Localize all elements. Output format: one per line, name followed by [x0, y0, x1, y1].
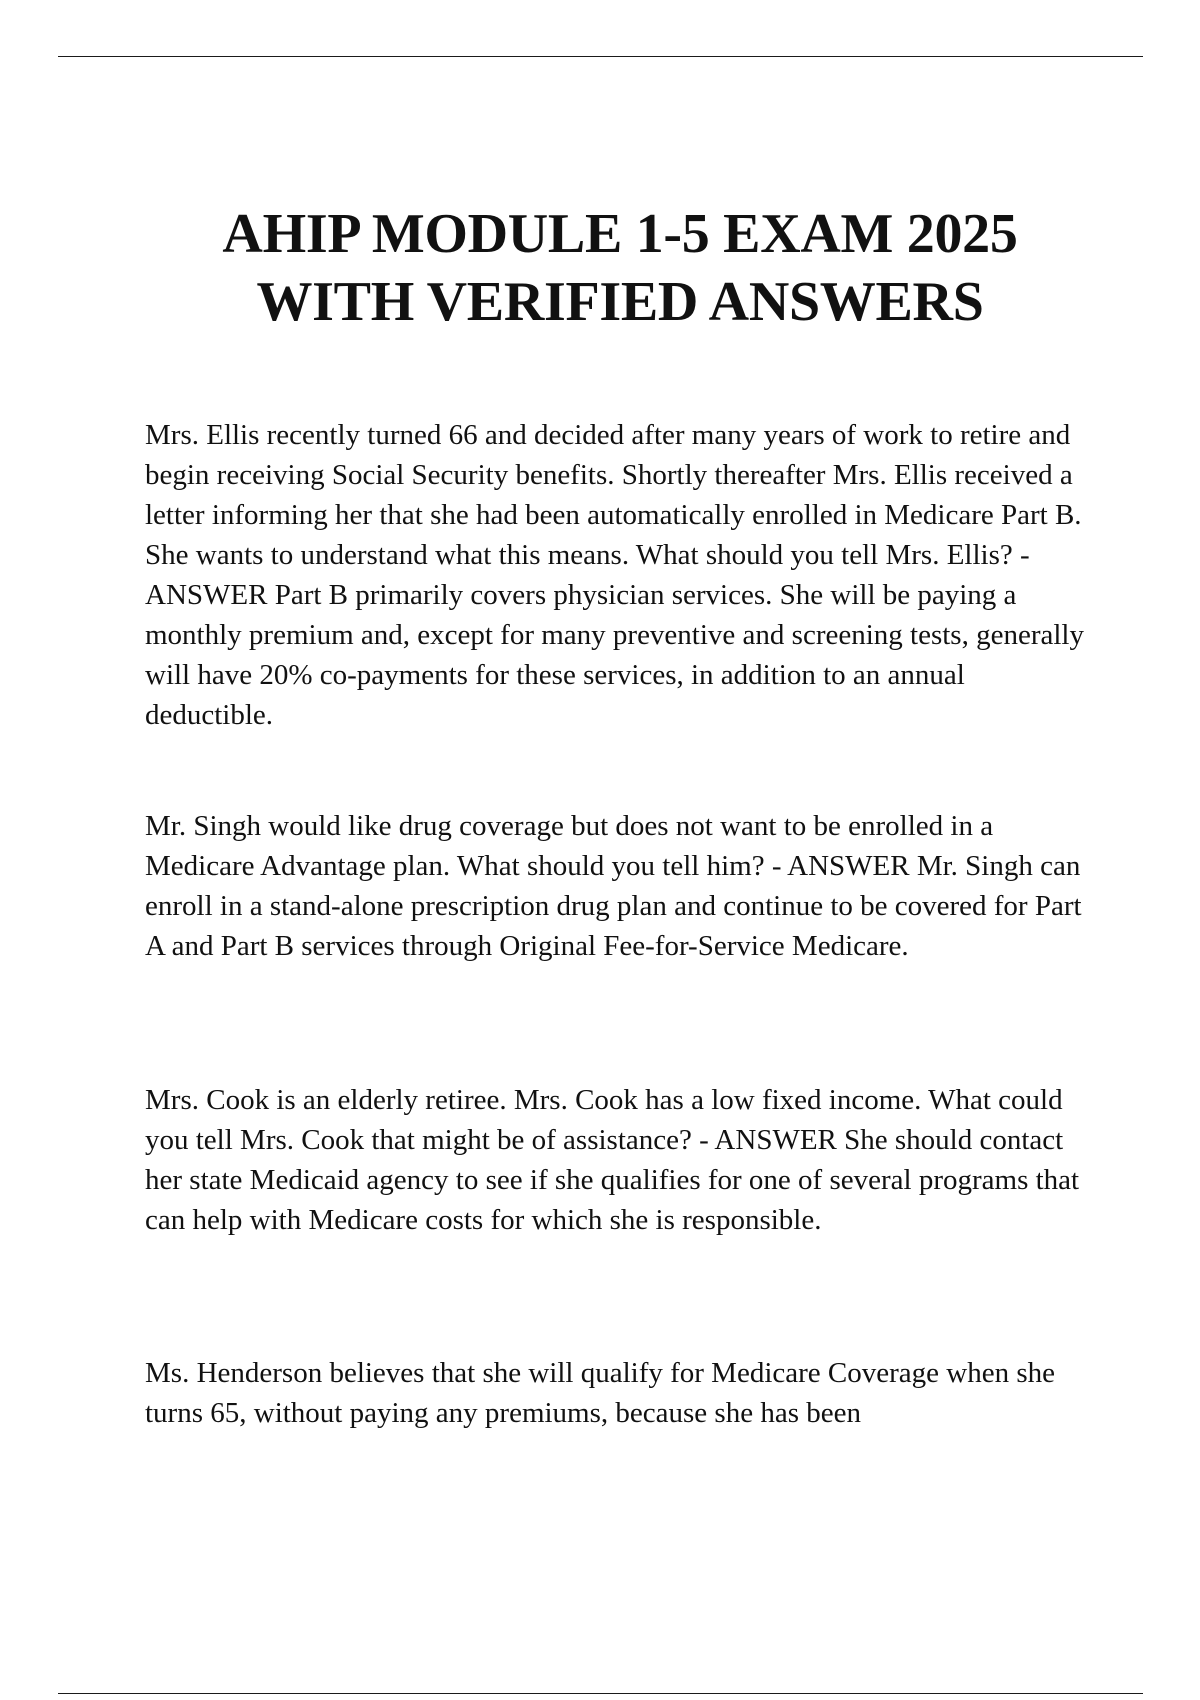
- title-line-1: AHIP MODULE 1-5 EXAM 2025: [222, 203, 1018, 265]
- question-answer-cook: Mrs. Cook is an elderly retiree. Mrs. Cook has a low fixed income. What could you tell Mrs. Cook that might be of assistance? - ANSWER She should contact her state Medicaid agency to see if she qualifies for one of several programs that can help with Medicare costs for which she is responsible.: [145, 1084, 1080, 1236]
- document-title: [0, 200, 1200, 336]
- question-answer-henderson: Ms. Henderson believes that she will qualify for Medicare Coverage when she turns 65, without paying any premiums, because she has been: [145, 1357, 1056, 1429]
- header-rule: [58, 56, 1143, 57]
- question-answer-ellis: Mrs. Ellis recently turned 66 and decided after many years of work to retire and begin receiving Social Security benefits. Shortly thereafter Mrs. Ellis received a letter informing her that she had been automatically enrolled in Medicare Part B. She wants to understand what this means. What should you tell Mrs. Ellis? - ANSWER Part B primarily covers physician services. She will be paying a monthly premium and, except for many preventive and screening tests, generally will have 20% co-payments for these services, in addition to an annual deductible.: [145, 419, 1084, 731]
- footer-rule: [58, 1693, 1143, 1694]
- question-answer-singh: Mr. Singh would like drug coverage but does not want to be enrolled in a Medicare Advantage plan. What should you tell him? - ANSWER Mr. Singh can enroll in a stand-alone prescription drug plan and continue to be covered for Part A and Part B services through Original Fee-for-Service Medicare.: [145, 810, 1082, 962]
- title-line-2: WITH VERIFIED ANSWERS: [256, 271, 984, 333]
